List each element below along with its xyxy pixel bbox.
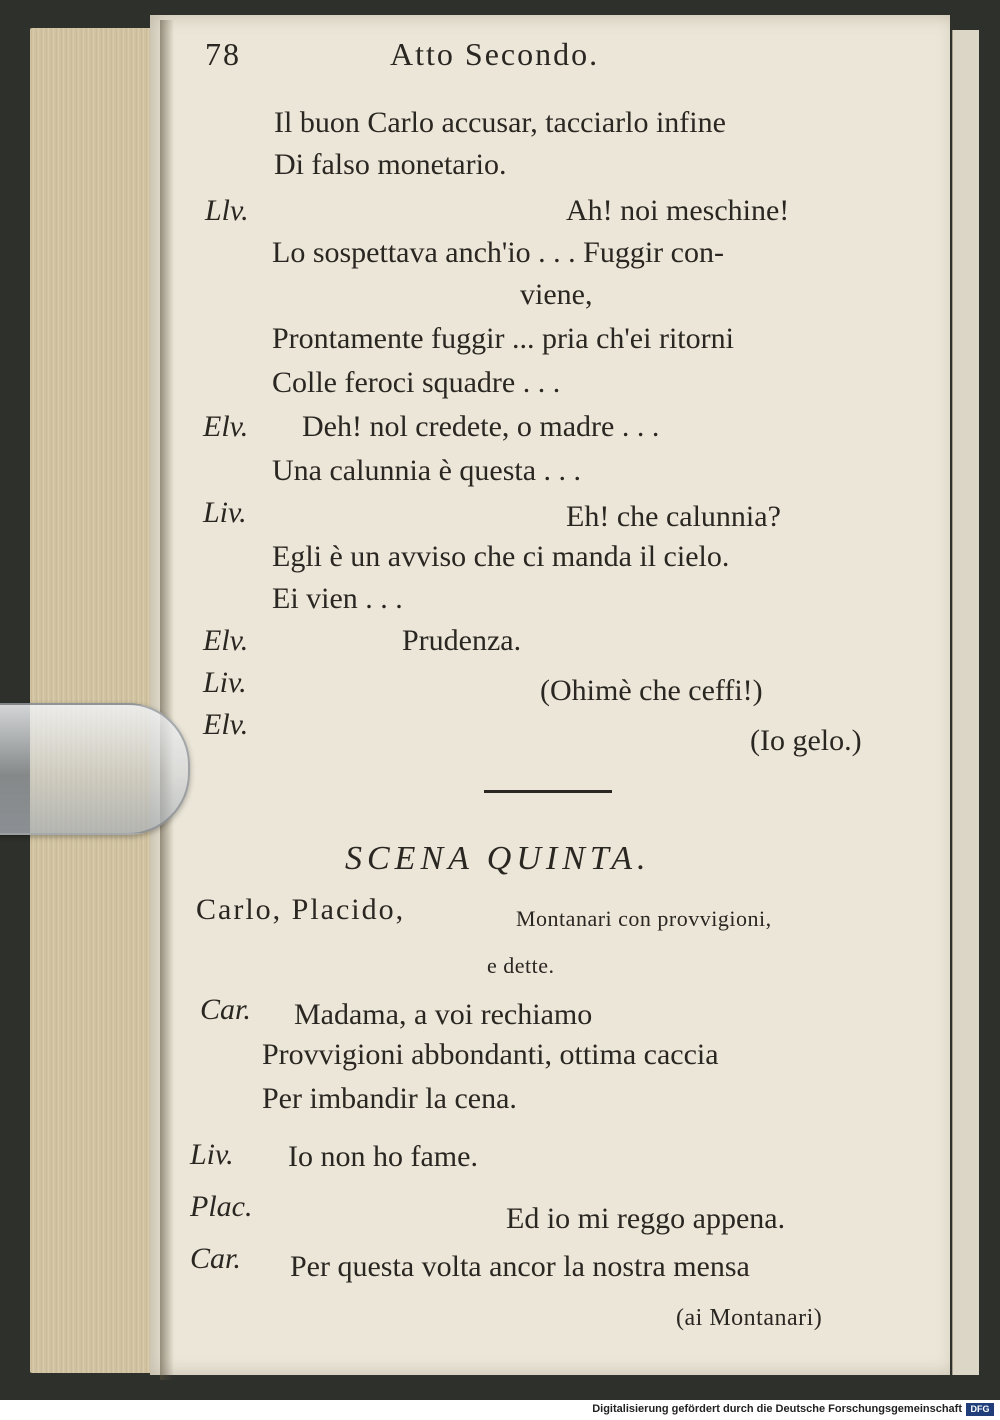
verse-line: Una calunnia è questa . . . xyxy=(272,454,582,487)
verse-line: Ed io mi reggo appena. xyxy=(506,1202,786,1235)
cast-description-end: e dette. xyxy=(487,953,555,978)
stage-direction: (ai Montanari) xyxy=(676,1305,823,1331)
cast-description: Montanari con provvigioni, xyxy=(516,906,772,931)
verse-line: Lo sospettava anch'io . . . Fuggir con- xyxy=(272,236,724,269)
verse-line: Prudenza. xyxy=(402,624,522,657)
speaker-label: Liv. xyxy=(203,666,247,699)
verse-line: viene, xyxy=(520,278,593,311)
running-title: Atto Secondo. xyxy=(390,36,600,72)
scene-title: SCENA QUINTA. xyxy=(345,840,651,877)
page-marker-clip xyxy=(0,703,190,835)
verse-line: Ah! noi meschine! xyxy=(566,194,790,227)
speaker-label: Car. xyxy=(190,1242,241,1275)
dfg-logo-icon: DFG xyxy=(966,1403,994,1416)
footer-credit: Digitalisierung gefördert durch die Deutsche Forschungsgemeinschaft xyxy=(592,1403,962,1415)
verse-line: Il buon Carlo accusar, tacciarlo infine xyxy=(274,106,726,139)
verse-line: Colle feroci squadre . . . xyxy=(272,366,561,399)
verse-line: Egli è un avviso che ci manda il cielo. xyxy=(272,540,730,573)
speaker-label: Plac. xyxy=(190,1190,253,1223)
verse-line: Eh! che calunnia? xyxy=(566,500,781,533)
facing-page-edge xyxy=(952,30,979,1375)
speaker-label: Elv. xyxy=(203,624,249,657)
page-gutter-shadow xyxy=(160,20,174,1380)
verse-line: Io non ho fame. xyxy=(288,1140,478,1173)
verse-line: (Io gelo.) xyxy=(750,724,862,757)
speaker-label: Llv. xyxy=(205,194,249,227)
book-fore-edge xyxy=(30,28,170,1373)
speaker-label: Liv. xyxy=(203,496,247,529)
speaker-label: Elv. xyxy=(203,708,249,741)
cast-names: Carlo, Placido, xyxy=(196,893,406,926)
speaker-label: Liv. xyxy=(190,1138,234,1171)
verse-line: Per questa volta ancor la nostra mensa xyxy=(290,1250,750,1283)
verse-line: (Ohimè che ceffi!) xyxy=(540,674,763,707)
verse-line: Di falso monetario. xyxy=(274,148,507,181)
page-number: 78 xyxy=(205,36,241,72)
speaker-label: Elv. xyxy=(203,410,249,443)
verse-line: Provvigioni abbondanti, ottima caccia xyxy=(262,1038,719,1071)
verse-line: Madama, a voi rechiamo xyxy=(294,998,593,1031)
speaker-label: Car. xyxy=(200,993,251,1026)
verse-line: Per imbandir la cena. xyxy=(262,1082,517,1115)
section-rule xyxy=(484,790,612,793)
verse-line: Ei vien . . . xyxy=(272,582,403,615)
verse-line: Deh! nol credete, o madre . . . xyxy=(302,410,660,443)
verse-line: Prontamente fuggir ... pria ch'ei ritorni xyxy=(272,322,734,355)
